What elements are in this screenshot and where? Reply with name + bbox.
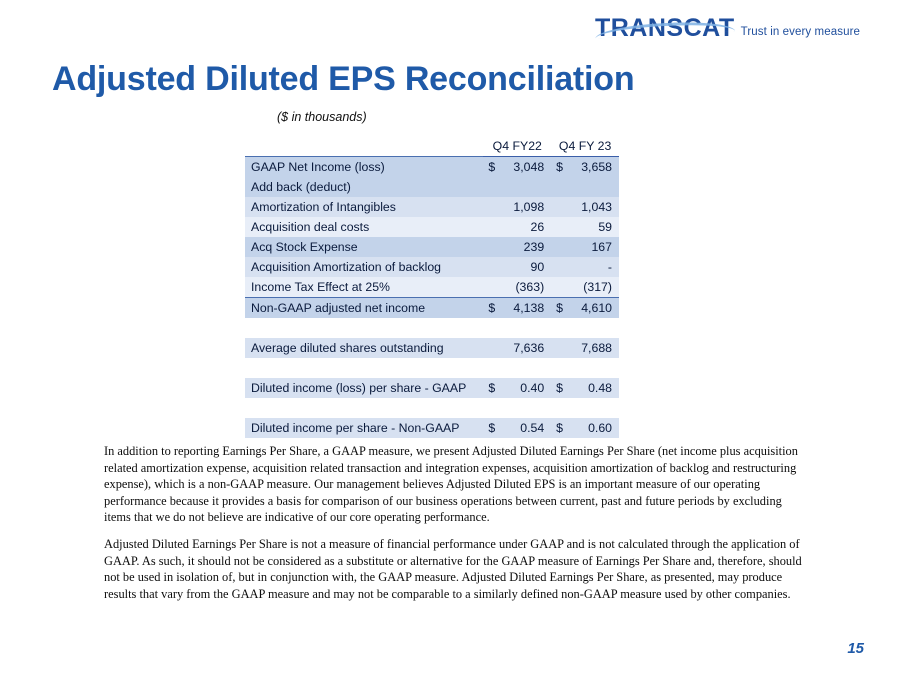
brand-tagline: Trust in every measure xyxy=(740,26,860,38)
row-value-2: 1,043 xyxy=(581,200,612,214)
row-value-2 xyxy=(566,318,619,338)
row-value-2: 3,658 xyxy=(566,157,619,178)
row-currency-1 xyxy=(483,217,498,237)
row-currency-2: $ xyxy=(556,381,564,395)
table-row xyxy=(245,338,619,358)
row-currency-1: $ xyxy=(488,381,496,395)
row-value-1: 0.54 xyxy=(520,421,545,435)
brand-logo xyxy=(595,16,860,41)
row-value-2: 4,610 xyxy=(581,301,612,315)
row-value-1: 90 xyxy=(530,260,545,274)
row-currency-2: $ xyxy=(551,157,566,178)
row-currency-2 xyxy=(551,217,566,237)
row-value-1: 239 xyxy=(523,240,545,254)
row-currency-2 xyxy=(551,338,566,358)
row-value-2: 167 xyxy=(591,240,612,254)
row-label: Diluted income (loss) per share - GAAP xyxy=(251,381,467,395)
table-body xyxy=(245,157,619,439)
row-value-1: (363) xyxy=(499,277,552,298)
table-row xyxy=(245,197,619,217)
row-label: GAAP Net Income (loss) xyxy=(245,157,483,178)
row-value-2: 59 xyxy=(598,220,612,234)
row-currency-2 xyxy=(551,358,566,378)
table-row xyxy=(245,257,619,277)
eps-reconciliation-table xyxy=(245,136,619,438)
row-currency-2 xyxy=(551,177,566,197)
row-value-2 xyxy=(566,398,619,418)
table-spacer-row xyxy=(245,318,619,338)
row-value-2: 0.48 xyxy=(588,381,612,395)
row-label: Non-GAAP adjusted net income xyxy=(251,301,426,315)
logo-text: TRANSCAT xyxy=(594,14,735,42)
row-currency-1 xyxy=(483,177,498,197)
row-currency-2: $ xyxy=(556,421,564,435)
table-spacer-row xyxy=(245,358,619,378)
page-number: 15 xyxy=(847,640,864,657)
row-label: Diluted income per share - Non-GAAP xyxy=(251,421,460,435)
row-currency-2 xyxy=(551,398,566,418)
row-label xyxy=(245,358,483,378)
row-currency-2 xyxy=(551,277,566,298)
header-q4-fy23: Q4 FY 23 xyxy=(551,136,619,157)
row-currency-2 xyxy=(551,257,566,277)
table-spacer-row xyxy=(245,398,619,418)
row-currency-1: $ xyxy=(488,301,496,315)
row-label xyxy=(245,398,483,418)
row-label: Average diluted shares outstanding xyxy=(251,341,444,355)
row-value-1 xyxy=(499,398,552,418)
row-label: Acquisition deal costs xyxy=(251,220,370,234)
row-value-2: (317) xyxy=(566,277,619,298)
table-row xyxy=(245,378,619,398)
page-title: Adjusted Diluted EPS Reconciliation xyxy=(52,60,635,98)
row-currency-1 xyxy=(483,318,498,338)
row-currency-2 xyxy=(551,237,566,257)
row-currency-2 xyxy=(551,197,566,217)
table-row xyxy=(245,157,619,178)
row-value-1: 0.40 xyxy=(520,381,545,395)
row-label xyxy=(245,318,483,338)
row-value-2 xyxy=(566,177,619,197)
row-value-1 xyxy=(499,358,552,378)
table-header-row xyxy=(245,136,619,157)
row-currency-1: $ xyxy=(483,157,498,178)
table-row xyxy=(245,237,619,257)
disclosure-paragraph-1: In addition to reporting Earnings Per Share, a GAAP measure, we present Adjusted Diluted Earnings Per Share (net income plus acquisition related amortization expense, acquisition related transaction and integration expenses, acquisition amortization of backlog and restructuring expense), which is a non-GAAP measure. Our management believes Adjusted Diluted EPS is an important measure of our operating performance because it provides a basis for comparison of our business operations between current, past and future periods by excluding items that we do not believe are indicative of our core operating performance. xyxy=(104,444,798,524)
units-note: ($ in thousands) xyxy=(277,110,367,124)
transcat-wordmark xyxy=(595,16,735,41)
row-currency-1 xyxy=(483,358,498,378)
table-row xyxy=(245,217,619,237)
row-label: Add back (deduct) xyxy=(251,180,351,194)
row-currency-1: $ xyxy=(488,421,496,435)
row-value-1 xyxy=(499,318,552,338)
table-row xyxy=(245,177,619,197)
row-currency-1 xyxy=(483,197,498,217)
row-value-2: 0.60 xyxy=(588,421,612,435)
row-value-1: 26 xyxy=(530,220,545,234)
row-currency-1 xyxy=(483,257,498,277)
table-row xyxy=(245,418,619,438)
row-value-1: 1,098 xyxy=(513,200,545,214)
row-label: Acquisition Amortization of backlog xyxy=(251,260,442,274)
row-label: Acq Stock Expense xyxy=(251,240,358,254)
row-currency-1 xyxy=(483,277,498,298)
row-currency-2 xyxy=(551,318,566,338)
row-value-2: 7,688 xyxy=(581,341,612,355)
row-currency-2: $ xyxy=(556,301,564,315)
header-q4-fy22: Q4 FY22 xyxy=(483,136,551,157)
row-value-1 xyxy=(499,177,552,197)
disclosure-paragraph-2: Adjusted Diluted Earnings Per Share is not a measure of financial performance under GAAP and is not calculated through the application of GAAP. As such, it should not be considered as a substitute or alternative for the GAAP measure of Earnings Per Share and, therefore, should not be used in isolation of, but in conjunction with, the GAAP measure. Adjusted Diluted Earnings Per Share, as presented, may produce results that vary from the GAAP measure and may not be comparable to a similarly defined non-GAAP measure used by other companies. xyxy=(104,537,802,601)
table-row xyxy=(245,277,619,298)
row-label: Income Tax Effect at 25% xyxy=(245,277,483,298)
row-value-1: 4,138 xyxy=(513,301,545,315)
table-row xyxy=(245,298,619,319)
row-value-2: - xyxy=(607,260,612,274)
row-currency-1 xyxy=(483,398,498,418)
row-value-1: 3,048 xyxy=(499,157,552,178)
row-label: Amortization of Intangibles xyxy=(251,200,396,214)
row-currency-1 xyxy=(483,338,498,358)
header-blank xyxy=(245,136,483,157)
row-currency-1 xyxy=(483,237,498,257)
row-value-2 xyxy=(566,358,619,378)
row-value-1: 7,636 xyxy=(513,341,545,355)
